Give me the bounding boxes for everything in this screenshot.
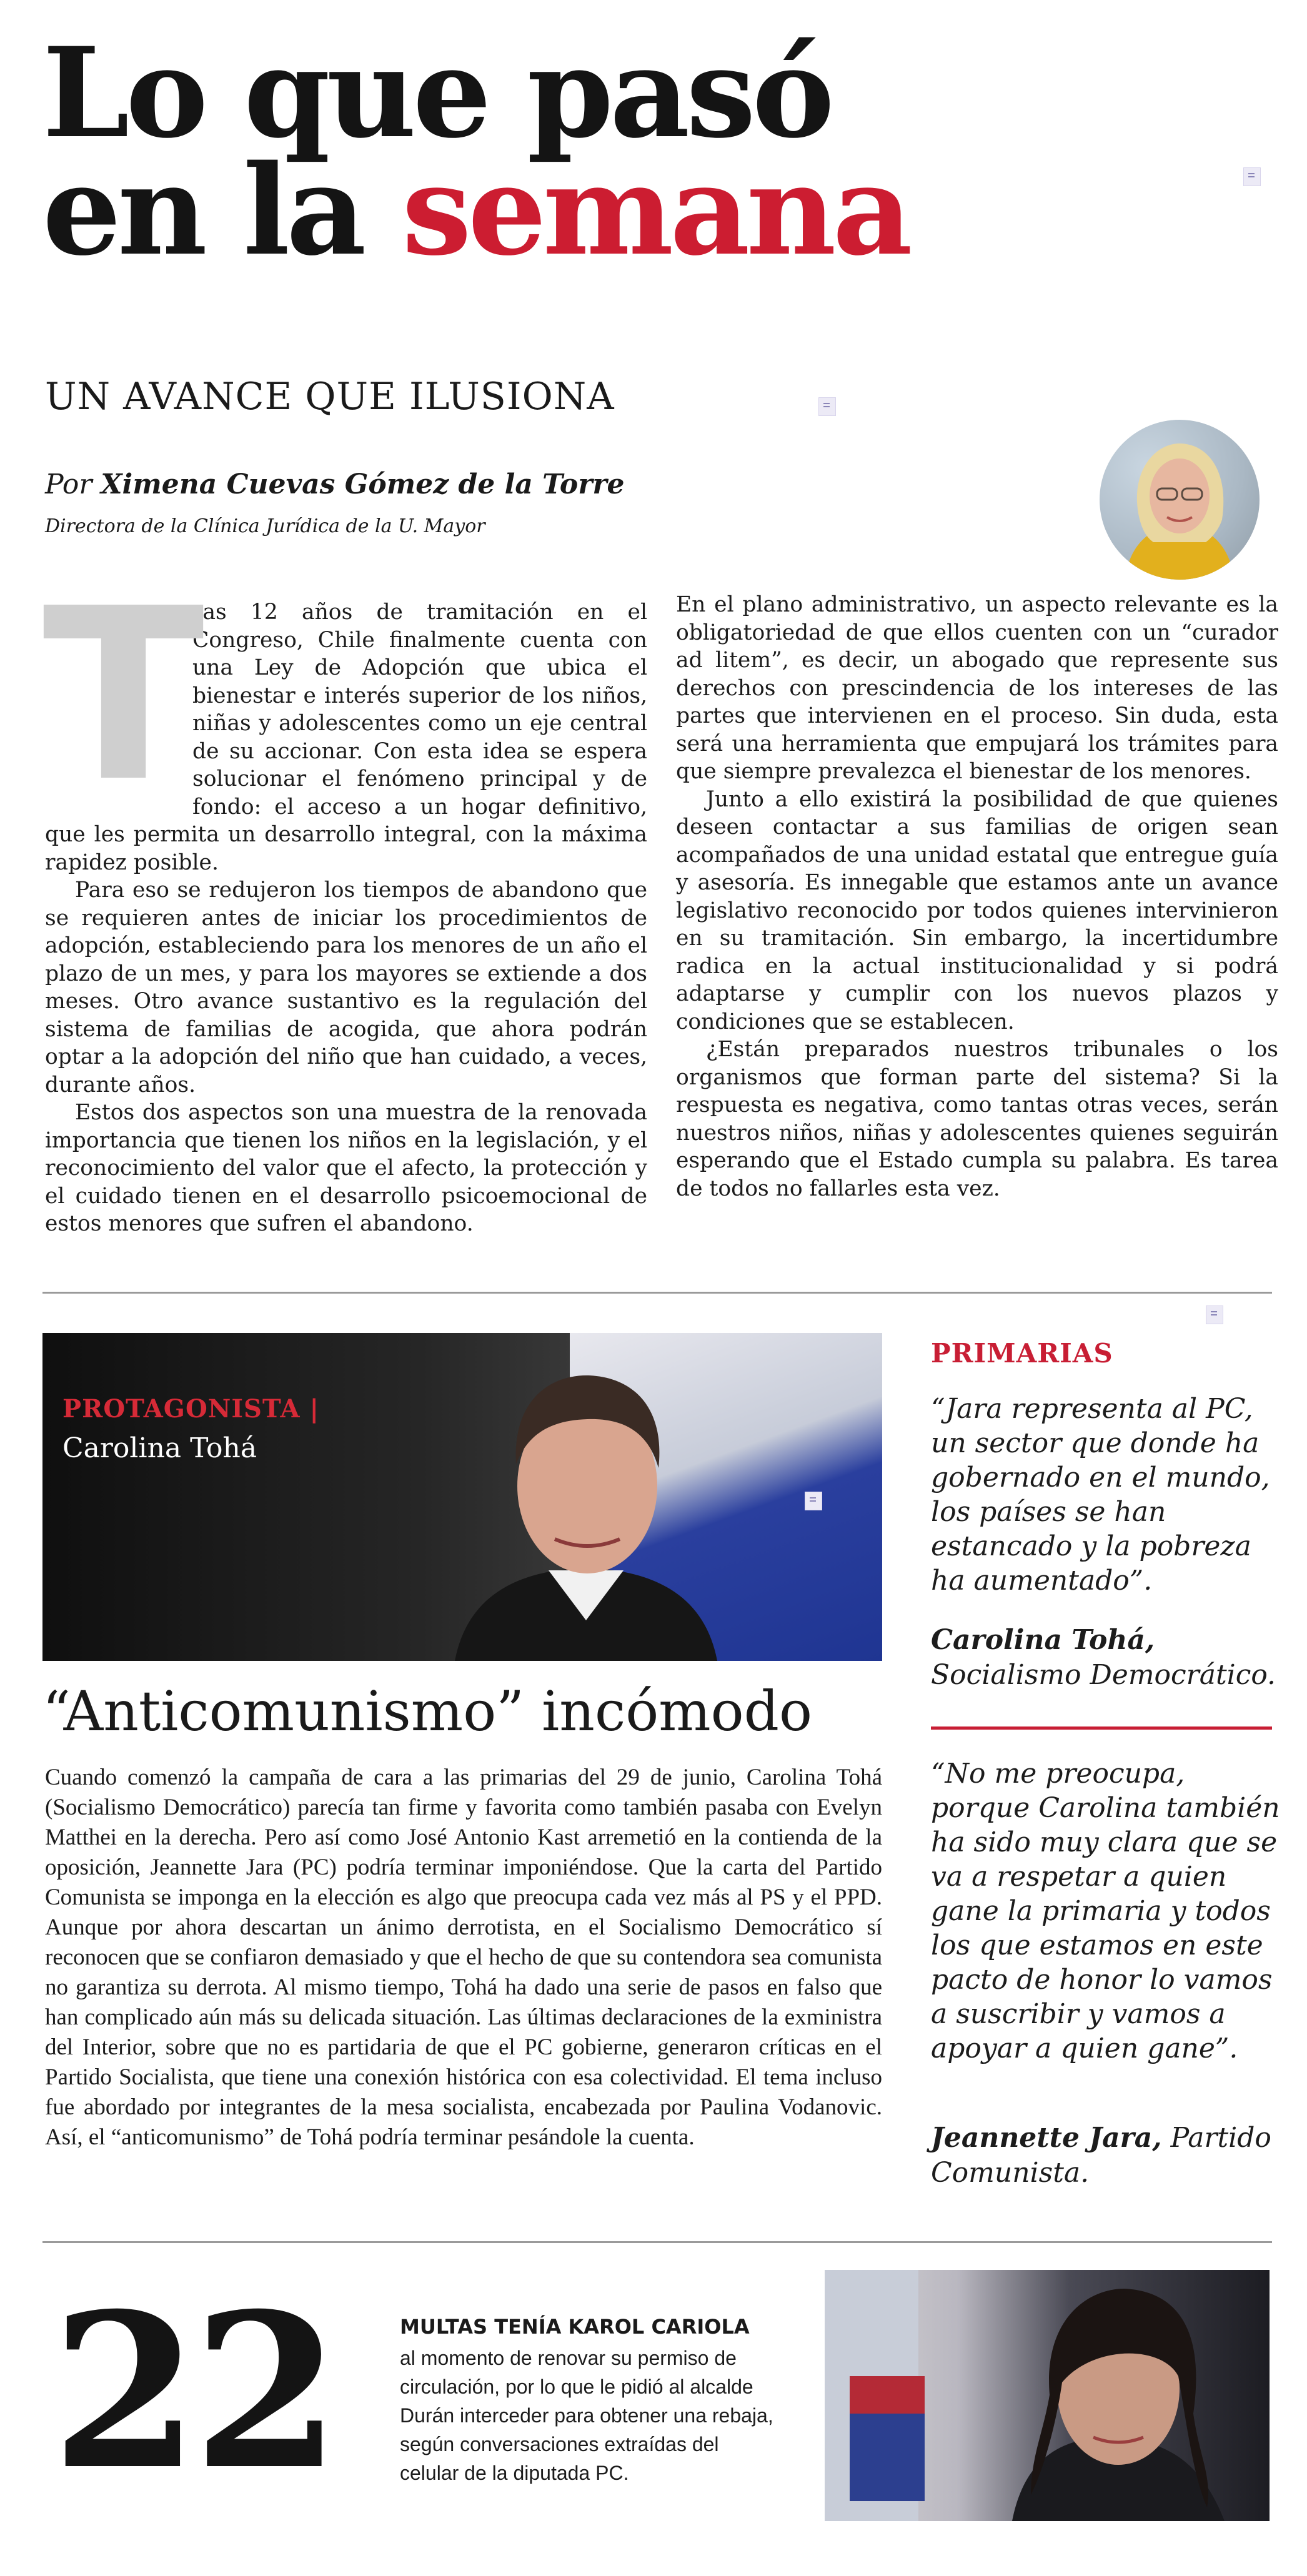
number-text: al momento de renovar su permiso de circulación, por lo que le pidió al alcalde Durán interceder para obtener una rebaja, según conversaciones extraídas del celular de la diputada PC. — [400, 2347, 773, 2484]
section-divider — [42, 1292, 1272, 1294]
byline — [45, 468, 625, 500]
big-number: 22 — [51, 2267, 335, 2517]
speaker-party: Socialismo Democrático. — [931, 1659, 1276, 1691]
protagonista-label: PROTAGONISTA | — [62, 1394, 320, 1424]
author-avatar — [1100, 420, 1260, 580]
opinion-column-right — [676, 591, 1278, 1202]
cariola-photo — [825, 2270, 1270, 2521]
opinion-paragraph: En el plano administrativo, un aspecto relevante es la obligatoriedad de que ellos cuenten con un “curador ad litem”, es decir, un abogado que represente sus derechos con prescindencia de los intereses de las partes que intervienen en el proceso. Sin duda, esta será una herramienta que empujará los trámites para que siempre prevalezca el bienestar de los menores. — [676, 592, 1278, 784]
quote-attribution — [931, 1623, 1287, 1693]
note-icon[interactable] — [1206, 1305, 1223, 1324]
number-heading: MULTAS TENÍA KAROL CARIOLA — [400, 2315, 750, 2339]
speaker-name: Jeannette Jara, — [931, 2122, 1162, 2154]
quote-tohá: “Jara representa al PC, un sector que donde ha gobernado en el mundo, los países se han estancado y la pobreza ha aumentado”. — [931, 1393, 1270, 1597]
quote-attribution — [931, 2121, 1287, 2191]
portrait-icon — [825, 2270, 1270, 2521]
masthead-accent: semana — [402, 137, 909, 283]
note-icon[interactable] — [1243, 167, 1261, 186]
opinion-paragraph: Para eso se redujeron los tiempos de abandono que se requieren antes de iniciar los procedimientos de adopción, estableciendo para los menores de un año el plazo de un mes, y para los mayores se extiende a dos meses. Otro avance sustantivo es la regulación del sistema de familias de acogida, que ahora podrán optar a la adopción del niño que han cuidado, a veces, durante años. — [45, 878, 647, 1097]
opinion-column-left — [42, 557, 647, 1238]
byline-prefix: Por — [45, 468, 92, 500]
section-divider — [42, 2241, 1272, 2243]
protagonista-name: Carolina Tohá — [62, 1432, 257, 1464]
dropcap: T — [42, 557, 205, 834]
opinion-paragraph: Junto a ello existirá la posibilidad de que quienes deseen contactar a sus familias de origen sean acompañados de una unidad estatal que entregue guía y asesoría. Es innegable que estamos ante un avance legislativo reconocido por todos quienes intervinieron en su tramitación. Sin embargo, la incertidumbre radica en la actual institucionalidad y si podrá adaptarse y cumplir con los nuevos plazos y condiciones que se establecen. — [676, 786, 1278, 1034]
masthead-plain: en la — [42, 137, 363, 283]
author-name: Ximena Cuevas Gómez de la Torre — [101, 468, 625, 500]
speaker-party: Partido Comunista. — [931, 2122, 1271, 2189]
protagonista-photo — [42, 1333, 882, 1661]
note-icon[interactable] — [805, 1492, 822, 1510]
opinion-paragraph: Estos dos aspectos son una muestra de la renovada importancia que tienen los niños en la legislación, y el reconocimiento del valor que el afecto, la protección y el cuidado tienen en el desarrollo psicoemocional de estos menores que sufren el abandono. — [45, 1100, 647, 1236]
primarias-label: PRIMARIAS — [931, 1338, 1113, 1369]
opinion-kicker: UN AVANCE QUE ILUSIONA — [45, 375, 615, 419]
masthead-line-1: Lo que pasó — [42, 20, 831, 166]
quote-divider — [931, 1726, 1272, 1730]
story-headline: “Anticomunismo” incómodo — [42, 1679, 812, 1743]
opinion-paragraph: ras 12 años de tramitación en el Congreso, Chile finalmente cuenta con una Ley de Adopción que ubica el bienestar e interés superior de los niños, niñas y adolescentes como un eje central de su accionar. Con esta idea se espera solucionar el fenómeno principal y de fondo: el acceso a un hogar definitivo, que les permita un desarrollo integral, con la máxima rapidez posible. — [45, 600, 647, 875]
quote-jara: “No me preocupa, porque Carolina también ha sido muy clara que se va a respetar a quien gane la primaria y todos los que estamos en este pacto de honor lo vamos a suscribir y vamos a apoyar a quien gane”. — [931, 1758, 1280, 2064]
author-role: Directora de la Clínica Jurídica de la U. Mayor — [45, 515, 485, 537]
portrait-icon — [1100, 420, 1260, 580]
opinion-paragraph: ¿Están preparados nuestros tribunales o los organismos que forman parte del sistema? Si la respuesta es negativa, como tantas otras veces, serán nuestros niños, niñas y adolescentes quienes seguirán esperando que el Estado cumpla su palabra. Es tarea de todos no fallarles esta vez. — [676, 1037, 1278, 1201]
masthead-line-2 — [42, 137, 909, 283]
note-icon[interactable] — [818, 397, 836, 416]
portrait-icon — [442, 1358, 730, 1661]
story-body: Cuando comenzó la campaña de cara a las primarias del 29 de junio, Carolina Tohá (Socialismo Democrático) parecía tan firme y favorita como también pasaba con Evelyn Matthei en la derecha. Pero así como José Antonio Kast arremetió en la contienda de la oposición, Jeannette Jara (PC) podría terminar imponiéndose. Que la carta del Partido Comunista se imponga en la elección es algo que preocupa cada vez más al PS y el PPD. Aunque por ahora descartan un ánimo derrotista, en el Socialismo Democrático sí reconocen que se confiaron demasiado y que el hecho de que su contendora sea comunista no garantiza su derrota. Al mismo tiempo, Tohá ha dado una serie de pasos en falso que han complicado aún más su delicada situación. Las últimas declaraciones de la exministra del Interior, sobre que no es partidaria de que el PC gobierne, generaron críticas en el Partido Socialista, que tiene una conexión histórica con esa colectividad. El tema incluso fue abordado por integrantes de la mesa socialista, encabezada por Paulina Vodanovic. Así, el “anticomunismo” de Tohá podría terminar pesándole la cuenta. — [45, 1765, 882, 2150]
speaker-name: Carolina Tohá, — [931, 1624, 1155, 1656]
